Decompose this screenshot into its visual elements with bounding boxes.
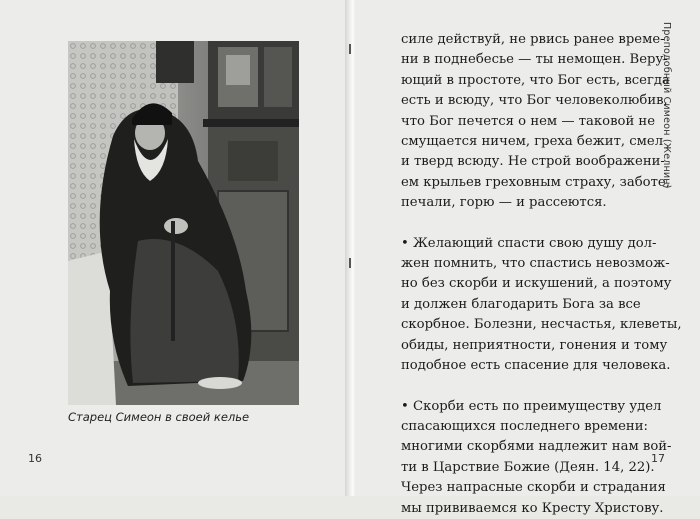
bullet: • [401, 398, 409, 414]
text-line: есть и всюду, что Бог человеколюбив, [401, 93, 668, 109]
page-number-left: 16 [28, 452, 42, 465]
text-line: и должен благодарить Бога за все [401, 296, 641, 312]
text-line: и тверд всюду. Не строй воображени- [401, 154, 665, 170]
text-line: силе действуй, не рвись ранее време- [401, 32, 665, 47]
text-line: жен помнить, что спастись невозмож- [401, 256, 670, 272]
photo-illustration [68, 41, 299, 405]
text-line [401, 234, 657, 254]
text-line: смущается ничем, греха бежит, смел [401, 134, 664, 150]
text-line: ни в поднебесье — ты немощен. Веру- [401, 52, 668, 68]
gutter-mark [349, 44, 351, 54]
text-line: мы прививаемся ко Кресту Христову. [401, 500, 664, 516]
text-line: ти в Царствие Божие (Деян. 14, 22). [401, 459, 655, 475]
text-line: спасающихся последнего времени: [401, 418, 648, 434]
line-text: Желающий спасти свою душу дол- [412, 235, 657, 251]
line-text: Скорби есть по преимуществу удел [412, 398, 662, 414]
gutter-mark [349, 258, 351, 268]
text-line: что Бог печется о нем — таковой не [401, 113, 656, 129]
text-line: подобное есть спасение для человека. [401, 358, 671, 374]
text-line: Через напрасные скорби и страдания [401, 480, 666, 496]
text-line: скорбное. Болезни, несчастья, клеветы, [401, 317, 682, 333]
left-page [0, 0, 349, 496]
page-number-right: 17 [651, 452, 665, 465]
running-head: Преподобный Симеон (Желнин) [661, 22, 672, 189]
text-line [401, 397, 662, 417]
text-line: но без скорби и искушений, а поэтому [401, 276, 672, 292]
paragraph [401, 234, 682, 377]
text-line: ющий в простоте, что Бог есть, всегда [401, 72, 670, 88]
bullet: • [401, 235, 409, 251]
photo-caption: Старец Симеон в своей келье [68, 410, 250, 424]
text-line: обиды, неприятности, гонения и тому [401, 337, 668, 353]
photo-elder-in-cell [68, 41, 299, 405]
text-line: многими скорбями надлежит нам вой- [401, 439, 672, 455]
text-line: печали, горю — и рассеются. [401, 195, 607, 211]
text-line: ем крыльев греховным страху, заботе, [401, 174, 670, 190]
